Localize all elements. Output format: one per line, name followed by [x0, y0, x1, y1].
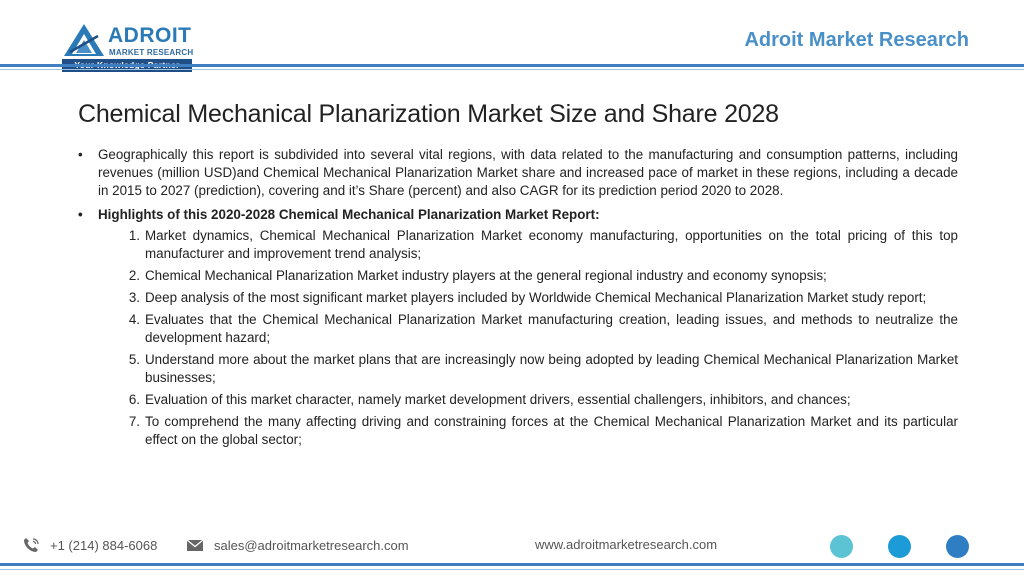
- footer-website[interactable]: [535, 537, 717, 552]
- intro-bullet: [78, 146, 958, 200]
- list-item-text: Market dynamics, Chemical Mechanical Planarization Market economy manufacturing, opportunities on the total pricing of this top manufacturer and improvement trend analysis;: [145, 228, 958, 261]
- phone-number: +1 (214) 884-6068: [50, 537, 158, 553]
- list-item: [78, 413, 958, 449]
- decorative-dot-1: [830, 535, 853, 558]
- email-icon: [186, 537, 204, 553]
- list-item: [78, 227, 958, 263]
- list-item-text: Deep analysis of the most significant market players included by Worldwide Chemical Mechanical Planarization Market study report;: [145, 290, 927, 305]
- slide-content: [78, 146, 958, 453]
- highlights-heading: Highlights of this 2020-2028 Chemical Mechanical Planarization Market Report:: [98, 207, 600, 222]
- list-number: 2.: [128, 268, 140, 283]
- phone-icon: [22, 537, 40, 553]
- highlights-bullet: [78, 206, 958, 224]
- list-number: 5.: [128, 352, 140, 367]
- footer-email[interactable]: [186, 537, 409, 553]
- email-address: sales@adroitmarketresearch.com: [214, 537, 409, 553]
- header-divider: [0, 64, 1024, 67]
- website-url: www.adroitmarketresearch.com: [535, 537, 718, 552]
- list-item: [78, 391, 958, 409]
- footer-divider: [0, 563, 1024, 566]
- highlights-list: [78, 227, 958, 449]
- bullet-dot: •: [78, 147, 83, 162]
- list-item: [78, 351, 958, 387]
- footer-phone[interactable]: [22, 537, 157, 553]
- bullet-dot: •: [78, 207, 83, 222]
- list-number: 7.: [128, 414, 140, 429]
- list-item-text: Evaluates that the Chemical Mechanical Planarization Market manufacturing creation, leading issues, and methods to neutralize the development hazard;: [145, 312, 958, 345]
- list-item: [78, 289, 958, 307]
- logo-triangle-icon: [62, 22, 106, 58]
- brand-name: Adroit Market Research: [744, 29, 969, 51]
- logo-subtitle: MARKET RESEARCH: [109, 48, 194, 57]
- list-number: 3.: [128, 290, 140, 305]
- header-divider-thin: [0, 69, 1024, 70]
- list-item: [78, 267, 958, 285]
- footer-divider-thin: [0, 569, 1024, 570]
- decorative-dot-3: [946, 535, 969, 558]
- list-item-text: To comprehend the many affecting driving and constraining forces at the Chemical Mechanical Planarization Market and its particular effect on the global sector;: [145, 414, 958, 447]
- decorative-dot-2: [888, 535, 911, 558]
- list-number: 4.: [128, 312, 140, 327]
- list-item: [78, 311, 958, 347]
- list-number: 1.: [128, 228, 140, 243]
- list-item-text: Evaluation of this market character, namely market development drivers, essential challengers, inhibitors, and chances;: [145, 392, 851, 407]
- list-item-text: Understand more about the market plans that are increasingly now being adopted by leading Chemical Mechanical Planarization Market businesses;: [145, 352, 958, 385]
- page-title: Chemical Mechanical Planarization Market Size and Share 2028: [78, 100, 779, 128]
- list-item-text: Chemical Mechanical Planarization Market industry players at the general regional industry and economy synopsis;: [145, 268, 827, 283]
- intro-text: Geographically this report is subdivided into several vital regions, with data related to the manufacturing and consumption patterns, including revenues (million USD)and Chemical Mechanical Planarization Market share and increased pace of market in these regions, including a decade in 2015 to 2027 (prediction), covering and it’s Share (percent) and also CAGR for its prediction period 2020 to 2028.: [98, 147, 958, 198]
- list-number: 6.: [128, 392, 140, 407]
- logo-brand: ADROIT: [108, 24, 192, 47]
